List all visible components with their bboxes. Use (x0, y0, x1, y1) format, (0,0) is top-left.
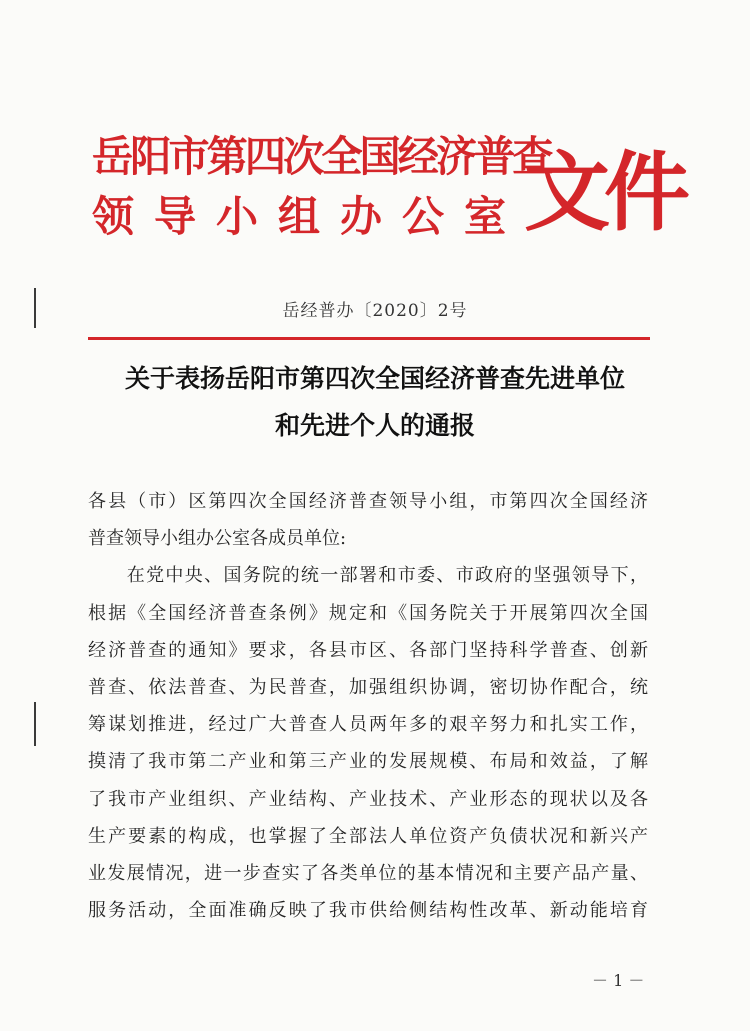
issuing-office-line2: 领导小组办公室 (92, 192, 527, 241)
margin-binding-mark (34, 702, 36, 746)
body-line: 经济普查的通知》要求，各县市区、各部门坚持科学普查、创新 (88, 639, 648, 661)
body-line: 业发展情况，进一步查实了各类单位的基本情况和主要产品产量、 (88, 862, 648, 884)
body-line: 服务活动，全面准确反映了我市供给侧结构性改革、新动能培育 (88, 900, 648, 922)
body-line: 了我市产业组织、产业结构、产业技术、产业形态的现状以及各 (88, 788, 648, 810)
issuing-office-line1: 岳阳市第四次全国经济普查 (92, 132, 551, 181)
body-line: 普查、依法普查、为民普查，加强组织协调，密切协作配合，统 (88, 676, 648, 698)
document-title-line1: 关于表扬岳阳市第四次全国经济普查先进单位 (124, 364, 625, 393)
body-line: 各县（市）区第四次全国经济普查领导小组，市第四次全国经济 (88, 491, 648, 512)
body-line: 根据《全国经济普查条例》规定和《国务院关于开展第四次全国 (88, 602, 648, 624)
body-line: 筹谋划推进，经过广大普查人员两年多的艰辛努力和扎实工作， (88, 714, 648, 736)
red-header (92, 128, 684, 258)
document-number: 岳经普办〔2020〕2号 (282, 301, 468, 321)
body-line: 生产要素的构成，也掌握了全部法人单位资产负债状况和新兴产 (88, 825, 648, 847)
body-line: 普查领导小组办公室各成员单位: (88, 528, 347, 550)
body-line: 在党中央、国务院的统一部署和市委、市政府的坚强领导下， (88, 565, 648, 587)
body-line: 摸清了我市第二产业和第三产业的发展规模、布局和效益，了解 (88, 751, 648, 773)
document-title-line2: 和先进个人的通报 (274, 411, 475, 440)
page-number: － 1 － (592, 971, 645, 990)
red-divider-line (88, 337, 650, 340)
document-type-label: 文件 (524, 142, 684, 243)
document-body (88, 483, 648, 929)
